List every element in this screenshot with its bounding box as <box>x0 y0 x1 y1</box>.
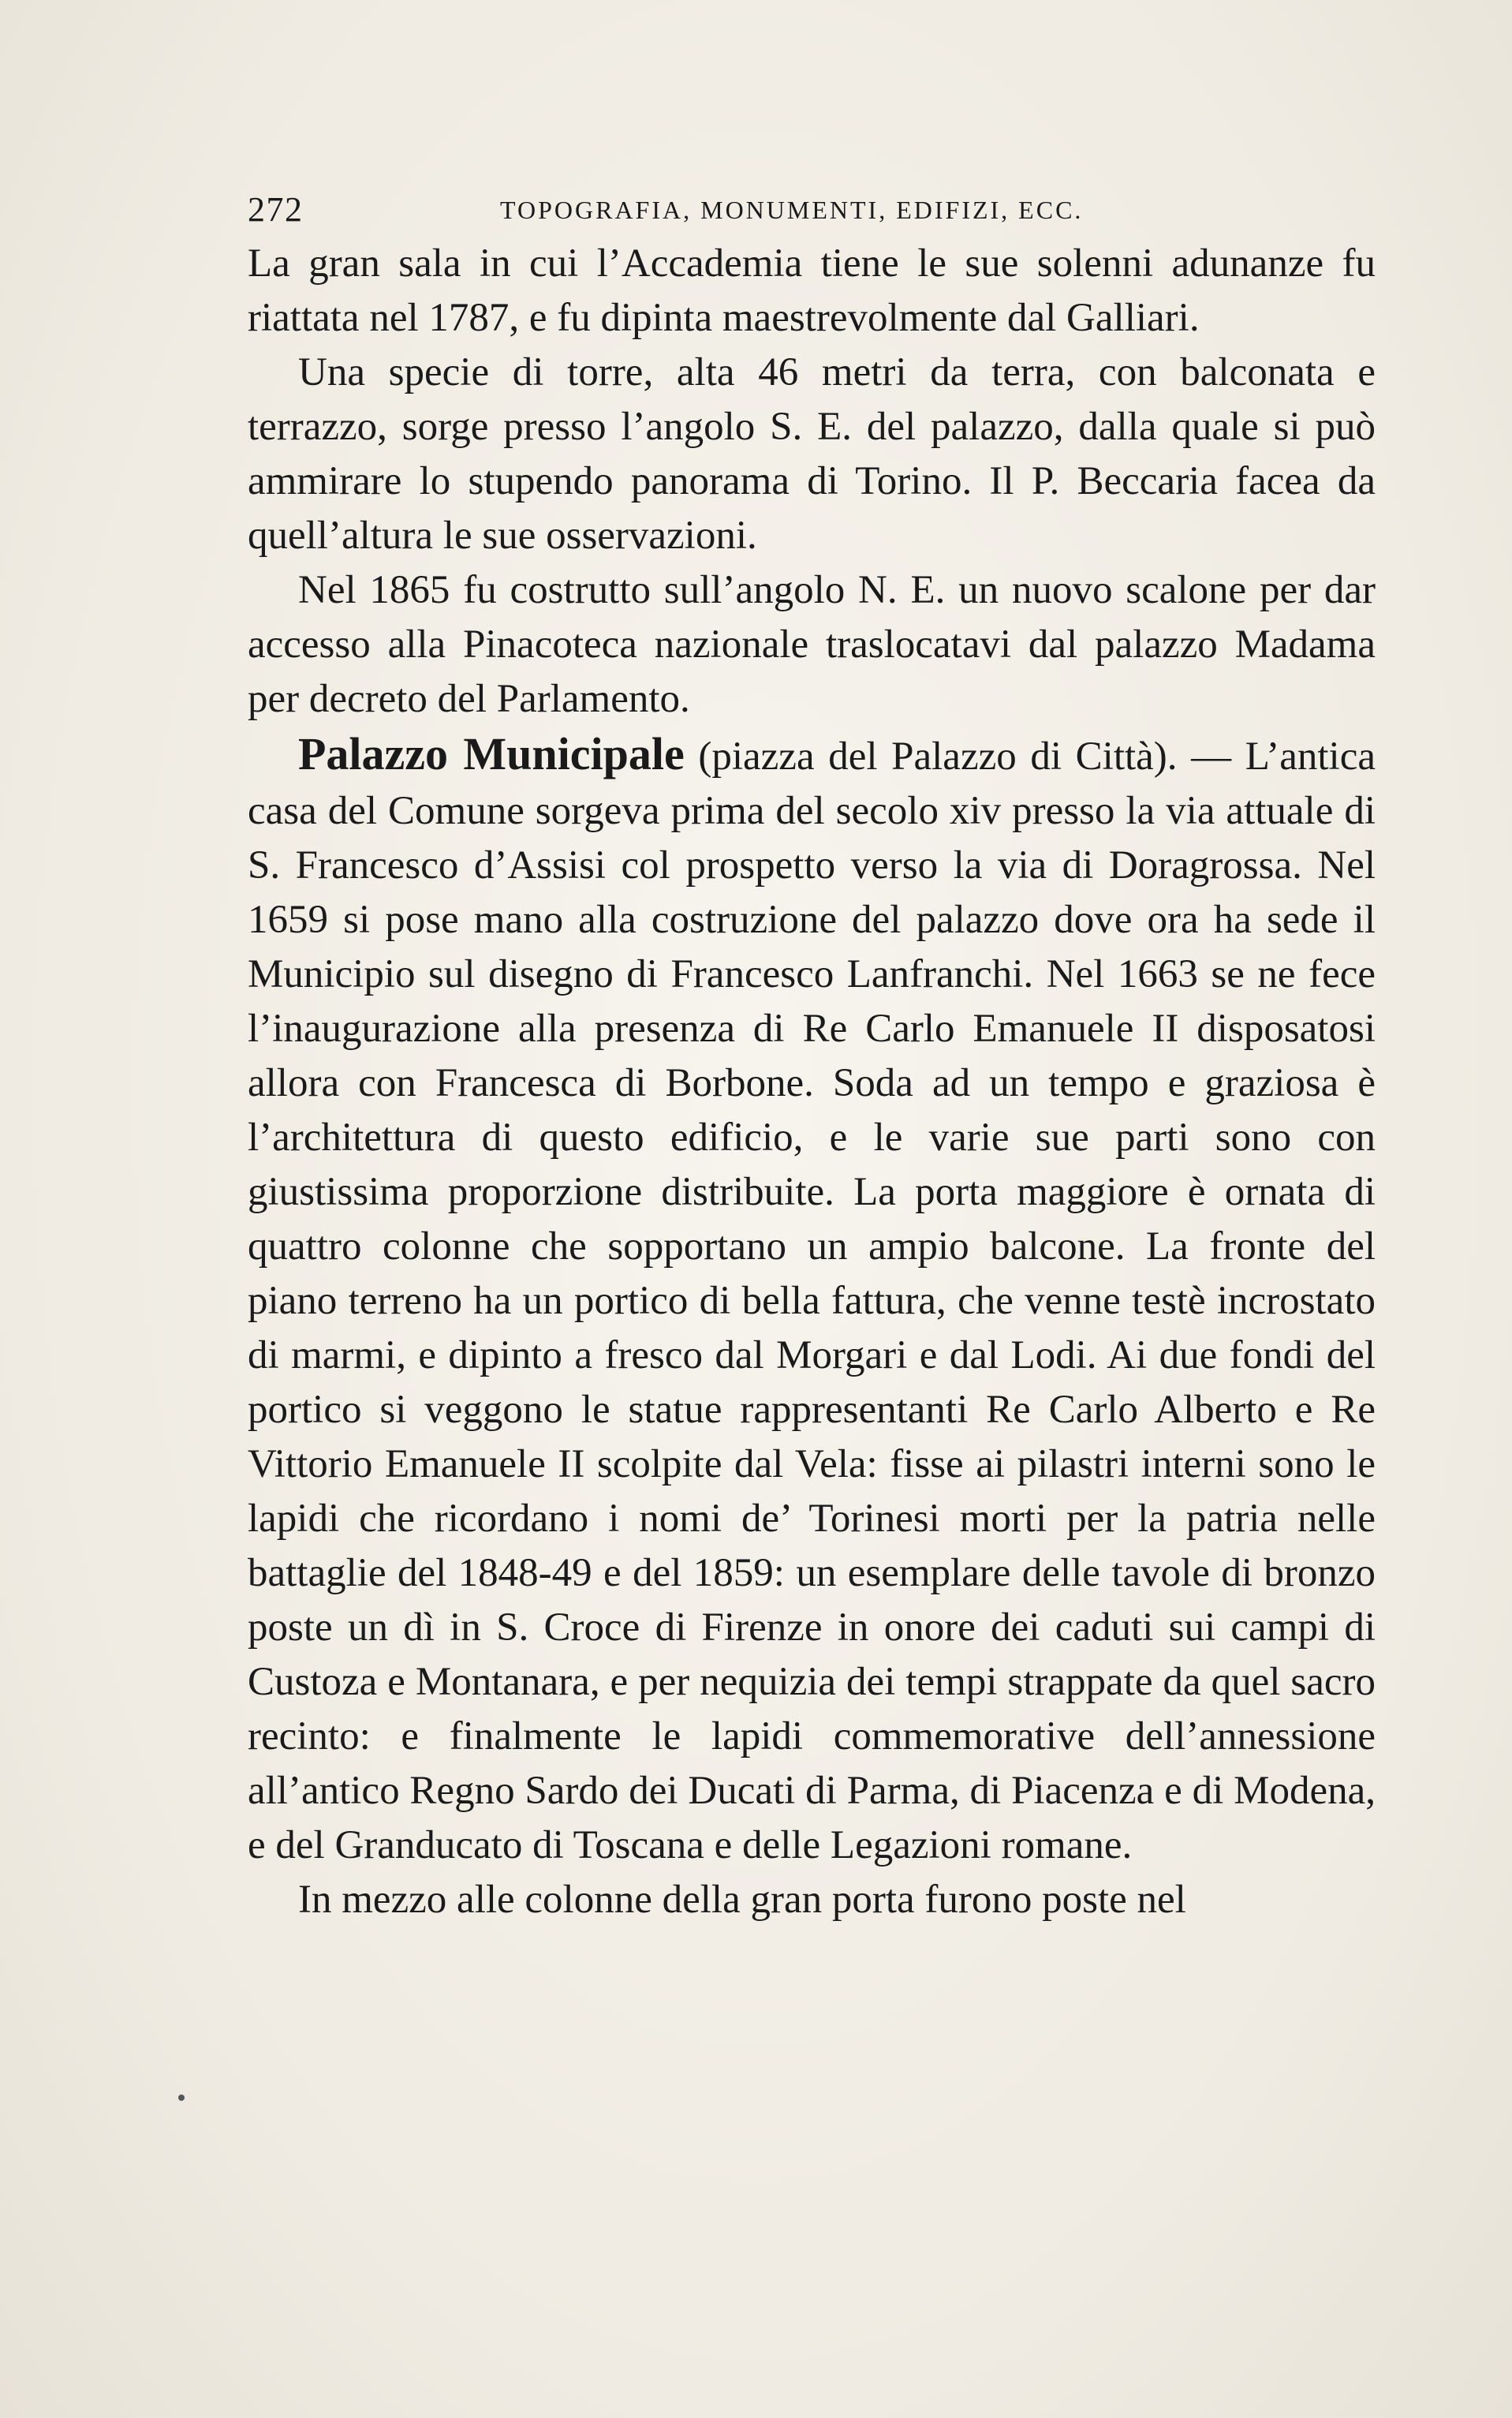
paragraph-gran-porta: In mezzo alle colonne della gran porta furono poste nel <box>298 1878 1186 1922</box>
stray-ink-mark <box>178 2095 185 2101</box>
body-text <box>248 237 1376 1927</box>
paragraph-scalone: Nel 1865 fu costrutto sull’angolo N. E. un nuovo scalone per dar accesso alla Pinacoteca nazionale traslocatavi dal palazzo Madama per decreto del Parlamento. <box>248 568 1376 721</box>
running-head <box>248 189 1376 237</box>
paragraph-palazzo-municipale <box>248 727 1376 1873</box>
text-block <box>248 189 1376 1927</box>
paragraph-accademia-sala: La gran sala in cui l’Accademia tiene le sue solenni adunanze fu riattata nel 1787, e fu dipinta maestrevolmente dal Galliari. <box>248 241 1376 340</box>
section-text: (piazza del Palazzo di Città). — L’antica casa del Comune sorgeva prima del secolo xiv presso la via attuale di S. Francesco d’Assisi col prospetto verso la via di Doragrossa. Nel 1659 si pose mano alla costruzione del palazzo dove ora ha sede il Municipio sul disegno di Francesco Lanfranchi. Nel 1663 se ne fece l’inaugurazione alla presenza di Re Carlo Emanuele II disposatosi allora con Francesca di Borbone. Soda ad un tempo e graziosa è l’architettura di questo edificio, e le varie sue parti sono con giustissima proporzione distribuite. La porta maggiore è ornata di quattro colonne che sopportano un ampio balcone. La fronte del piano terreno ha un portico di bella fattura, che venne testè incrostato di marmi, e dipinto a fresco dal Morgari e dal Lodi. Ai due fondi del portico si veggono le statue rappresentanti Re Carlo Alberto e Re Vittorio Emanuele II scolpite dal Vela: fisse ai pilastri interni sono le lapidi che ricordano i nomi de’ Torinesi morti per la patria nelle battaglie del 1848-49 e del 1859: un esemplare delle tavole di bronzo poste un dì in S. Croce di Firenze in onore dei caduti sui campi di Custoza e Montanara, e per nequizia dei tempi strappate da quel sacro recinto: e finalmente le lapidi commemorative dell’annessione all’antico Regno Sardo dei Ducati di Parma, di Piacenza e di Modena, e del Granducato di Toscana e delle Legazioni romane. <box>248 734 1376 1867</box>
section-title: Palazzo Municipale <box>298 728 685 779</box>
paragraph-torre: Una specie di torre, alta 46 metri da terra, con balconata e terrazzo, sorge presso l’angolo S. E. del palazzo, dalla quale si può ammirare lo stupendo panorama di Torino. Il P. Beccaria facea da quell’altura le sue osservazioni. <box>248 350 1376 558</box>
running-title: TOPOGRAFIA, MONUMENTI, EDIFIZI, ECC. <box>500 196 1084 224</box>
page-number: 272 <box>248 190 304 229</box>
